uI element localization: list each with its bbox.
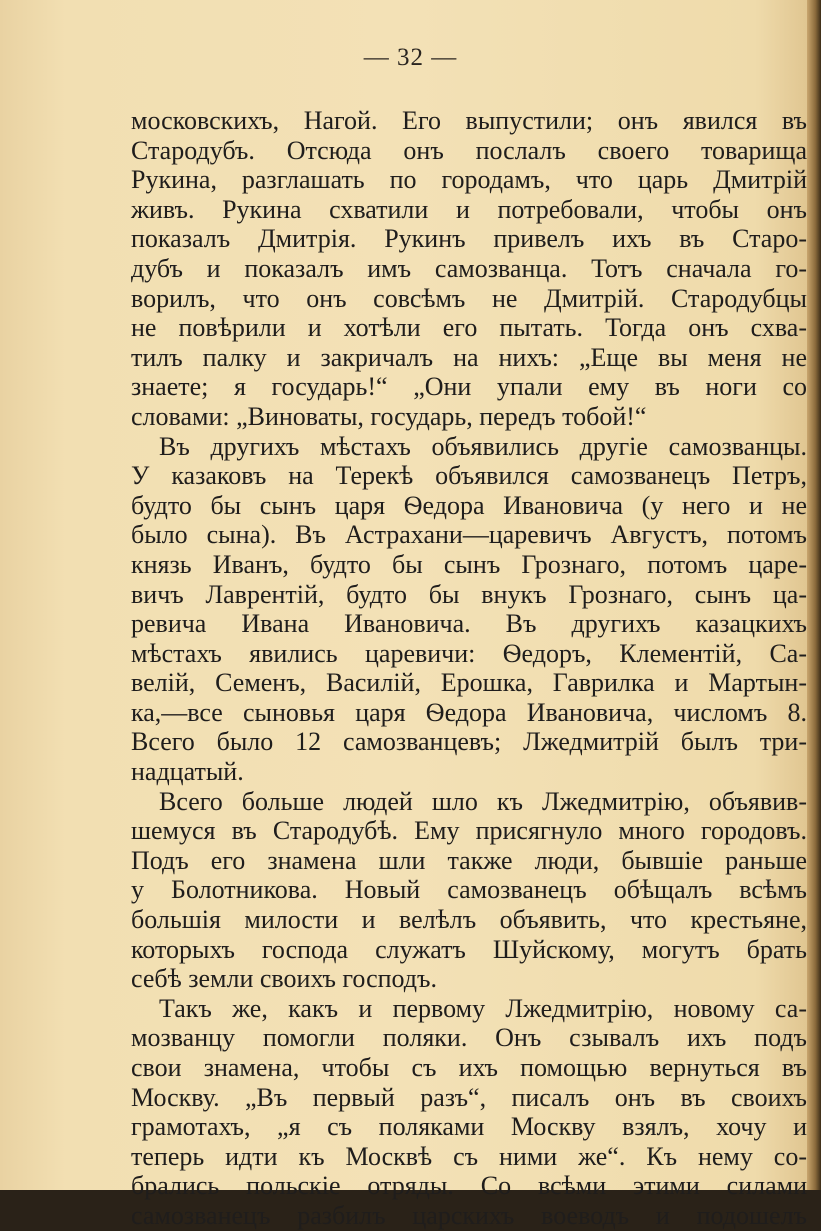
page-number: — 32 —	[363, 44, 458, 71]
text-line: у Болотникова. Новый самозванецъ обѣщалъ всѣмъ	[131, 875, 807, 905]
text-line: Подъ его знамена шли также люди, бывшіе раньше	[131, 845, 807, 875]
text-line: Рукина, разглашать по городамъ, что царь Дмитрій	[131, 165, 807, 195]
text-line: У казаковъ на Терекѣ объявился самозванецъ Петръ,	[131, 461, 807, 491]
text-line: дубъ и показалъ имъ самозванца. Тотъ сначала го-	[131, 253, 807, 283]
text-line: Въ другихъ мѣстахъ объявились другіе самозванцы.	[159, 431, 807, 461]
text-line: мозванцу помогли поляки. Онъ сзывалъ ихъ подъ	[131, 1023, 807, 1053]
text-line: было сына). Въ Астрахани—царевичъ Августъ, потомъ	[131, 520, 807, 550]
text-line: Москву. „Въ первый разъ“, писалъ онъ въ своихъ	[131, 1082, 807, 1112]
text-line: теперь идти къ Москвѣ съ ними же“. Къ нему со-	[131, 1141, 807, 1171]
text-line: Всего было 12 самозванцевъ; Лжедмитрій былъ три-	[131, 727, 807, 757]
paragraph-3	[131, 787, 807, 994]
text-line: большія милости и велѣлъ объявить, что крестьяне,	[131, 905, 807, 935]
text-line: грамотахъ, „я съ поляками Москву взялъ, хочу и	[131, 1112, 807, 1142]
text-line: ворилъ, что онъ совсѣмъ не Дмитрій. Стародубцы	[131, 283, 807, 313]
text-line: словами: „Виноваты, государь, передъ тобой!“	[131, 401, 647, 431]
text-line: ка,—все сыновья царя Ѳедора Ивановича, числомъ 8.	[131, 697, 807, 727]
text-line: шемуся въ Стародубѣ. Ему присягнуло много городовъ.	[131, 816, 807, 846]
text-line: мѣстахъ явились царевичи: Ѳедоръ, Клементій, Са-	[131, 638, 807, 668]
text-line: московскихъ, Нагой. Его выпустили; онъ явился въ	[131, 106, 807, 135]
text-line: свои знамена, чтобы съ ихъ помощью вернуться въ	[131, 1053, 807, 1082]
text-line: надцатый.	[131, 757, 244, 787]
body-text	[131, 106, 807, 1231]
text-line: не повѣрили и хотѣли его пытать. Тогда онъ схва-	[131, 313, 807, 343]
text-line: живъ. Рукина схватили и потребовали, чтобы онъ	[131, 194, 807, 224]
text-line: князь Иванъ, будто бы сынъ Грознаго, потомъ царе-	[131, 549, 807, 579]
text-line: Такъ же, какъ и первому Лжедмитрію, новому са-	[159, 993, 807, 1023]
text-line: велій, Семенъ, Василій, Ерошка, Гаврилка и Мартын-	[131, 668, 807, 698]
text-line: самозванецъ разбилъ царскихъ воеводъ и подошелъ	[131, 1200, 807, 1230]
text-line: себѣ земли своихъ господъ.	[131, 964, 437, 994]
text-line: тилъ палку и закричалъ на нихъ: „Еще вы меня не	[131, 342, 807, 372]
text-line: ревича Ивана Ивановича. Въ другихъ казацкихъ	[131, 609, 807, 639]
text-line: которыхъ господа служатъ Шуйскому, могутъ брать	[131, 934, 807, 964]
text-line: показалъ Дмитрія. Рукинъ привелъ ихъ въ Старо-	[131, 224, 807, 254]
text-line: знаете; я государь!“ „Они упали ему въ ноги со	[131, 372, 807, 402]
paragraph-4	[131, 994, 807, 1231]
text-line: Всего больше людей шло къ Лжедмитрію, объявив-	[159, 786, 807, 816]
page-edge-shadow	[807, 0, 821, 1190]
text-line: вичъ Лаврентій, будто бы внукъ Грознаго, сынъ ца-	[131, 579, 807, 609]
paragraph-2	[131, 432, 807, 787]
text-line: будто бы сынъ царя Ѳедора Ивановича (у него и не	[131, 490, 807, 520]
paragraph-1	[131, 106, 807, 432]
text-line: брались польскіе отряды. Со всѣми этими силами	[131, 1171, 807, 1201]
text-line: Стародубъ. Отсюда онъ послалъ своего товарища	[131, 135, 807, 165]
